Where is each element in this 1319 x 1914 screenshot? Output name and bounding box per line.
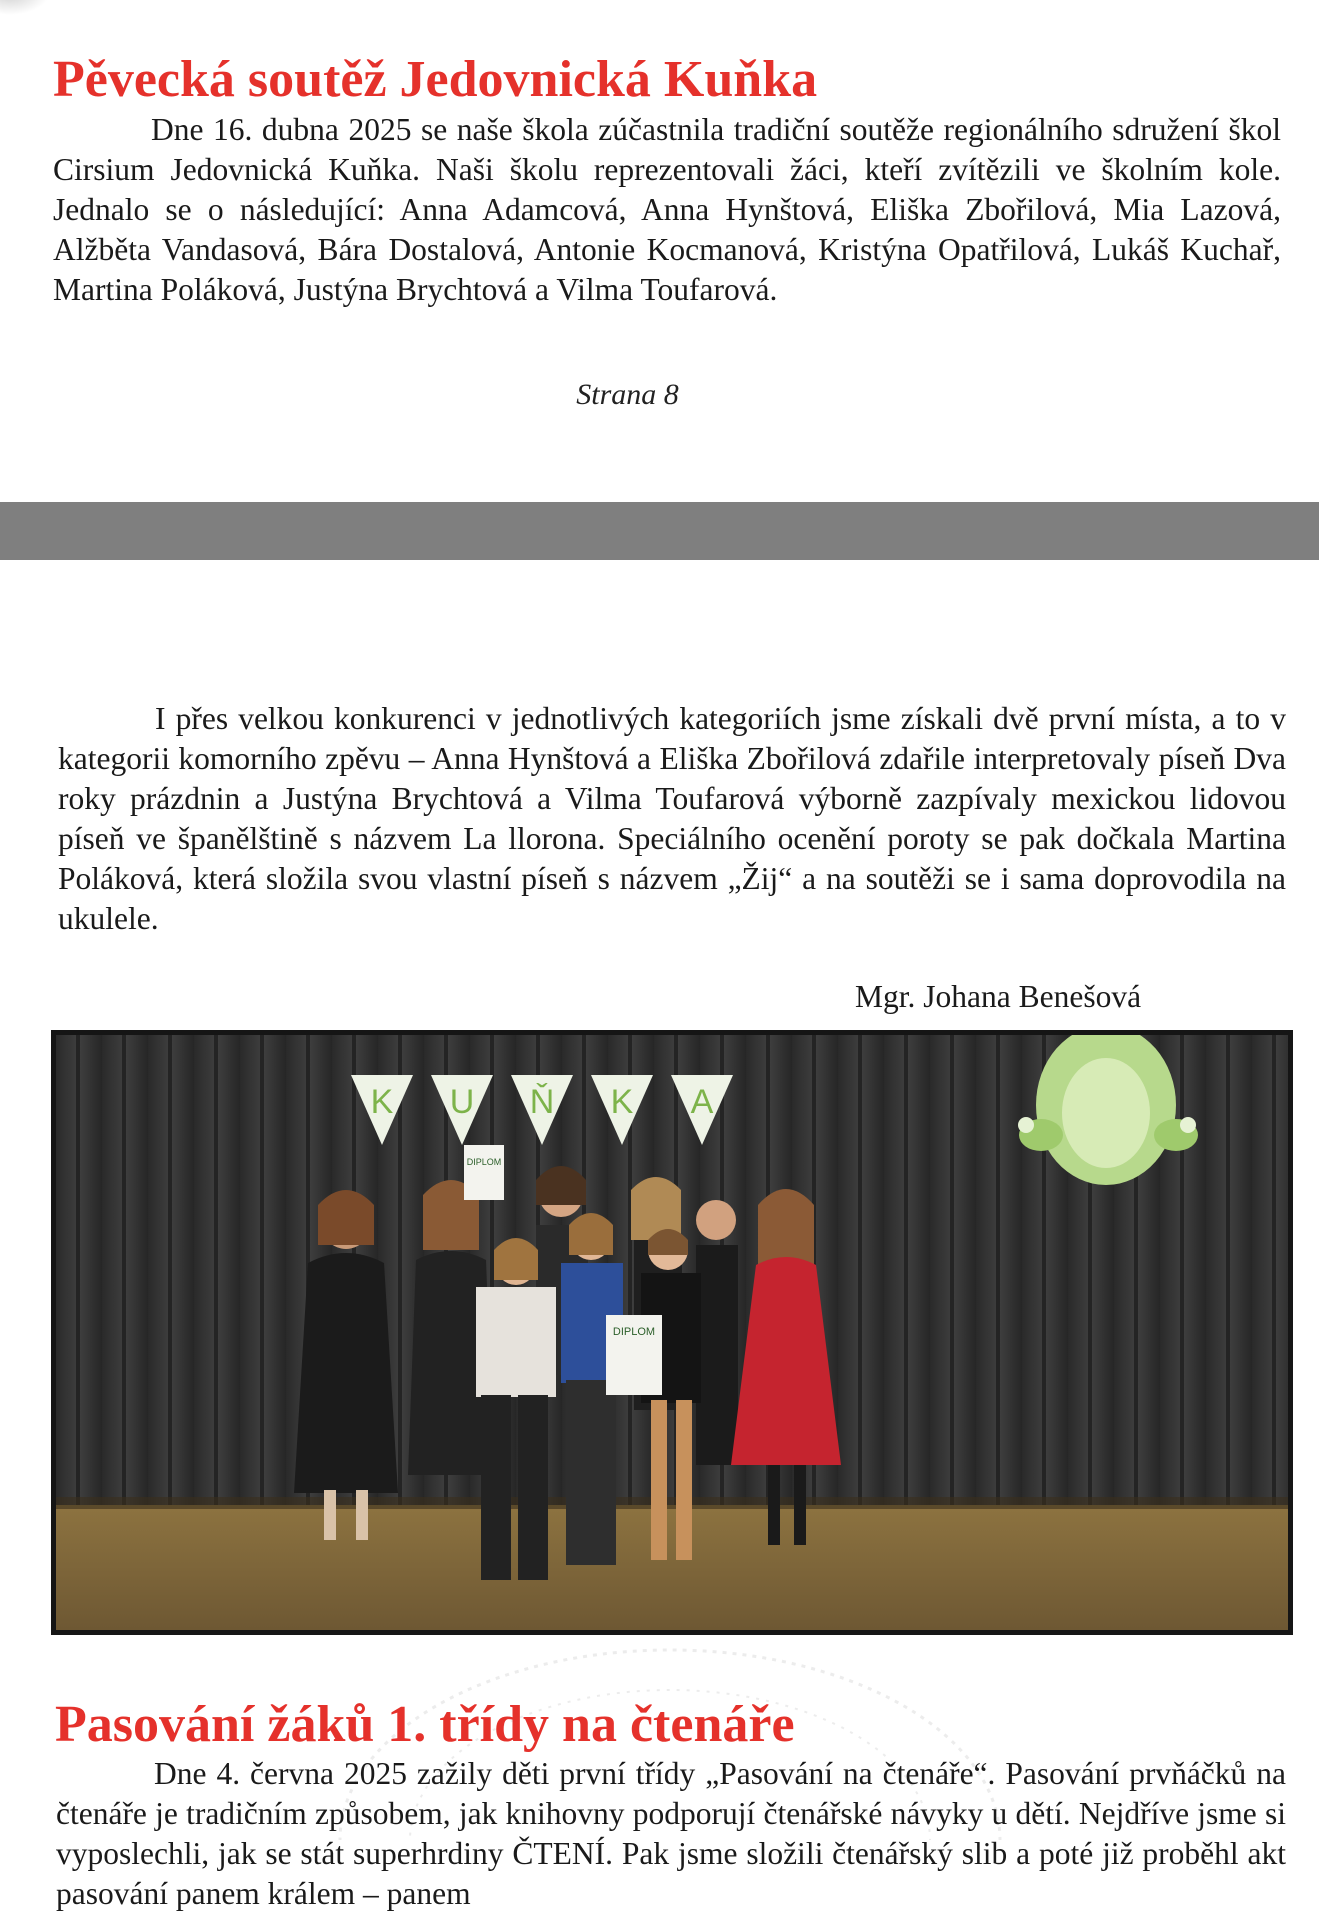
article-paragraph-continued	[58, 699, 1286, 939]
group-photo	[51, 1030, 1293, 1635]
banner-letter: Ň	[529, 1083, 555, 1121]
banner-letter: U	[449, 1083, 475, 1121]
diploma-label: DIPLOM	[466, 1157, 502, 1167]
page-number: Strana 8	[576, 378, 679, 411]
banner-letter: K	[370, 1083, 394, 1121]
paragraph-text: I přes velkou konkurenci v jednotlivých kategoriích jsme získali dvě první místa, a to v kategorii komorního zpěvu – Anna Hynštová a Eliška Zbořilová zdařile interpretovaly píseň Dva roky prázdnin a Justýna Brychtová a Vilma Toufarová výborně zazpívaly mexickou lidovou píseň ve španělštině s názvem La llorona. Speciálního ocenění poroty se pak dočkala Martina Poláková, která složila svou vlastní píseň s názvem „Žij“ a na soutěži se i sama doprovodila na ukulele.	[58, 701, 1286, 936]
page-corner-shadow	[0, 0, 50, 15]
article-paragraph	[53, 110, 1281, 310]
banner-letter: A	[690, 1083, 714, 1121]
group-photo-image	[56, 1035, 1288, 1630]
article-paragraph	[56, 1754, 1286, 1914]
banner-letter: K	[610, 1083, 634, 1121]
page-divider-band	[0, 502, 1319, 560]
paragraph-text: Dne 4. června 2025 zažily děti první třídy „Pasování na čtenáře“. Pasování prvňáčků na čtenáře je tradičním způsobem, jak knihovny podporují čtenářské návyky u dětí. Nejdříve jsme si vyposlechli, jak se stát superhrdiny ČTENÍ. Pak jsme složili čtenářský slib a poté již proběhl akt pasování panem králem – panem	[56, 1756, 1286, 1911]
diploma	[606, 1315, 662, 1395]
article-author: Mgr. Johana Benešová	[855, 979, 1142, 1014]
paragraph-text: Dne 16. dubna 2025 se naše škola zúčastnila tradiční soutěže regionálního sdružení škol Cirsium Jedovnická Kuňka. Naši školu reprezentovali žáci, kteří zvítězili ve školním kole. Jednalo se o následující: Anna Adamcová, Anna Hynštová, Eliška Zbořilová, Mia Lazová, Alžběta Vandasová, Bára Dostalová, Antonie Kocmanová, Kristýna Opatřilová, Lukáš Kuchař, Martina Poláková, Justýna Brychtová a Vilma Toufarová.	[53, 112, 1281, 307]
article-title: Pěvecká soutěž Jedovnická Kuňka	[53, 51, 818, 108]
diploma-label: DIPLOM	[612, 1326, 656, 1338]
diploma	[464, 1145, 504, 1200]
article-title: Pasování žáků 1. třídy na čtenáře	[55, 1696, 795, 1753]
